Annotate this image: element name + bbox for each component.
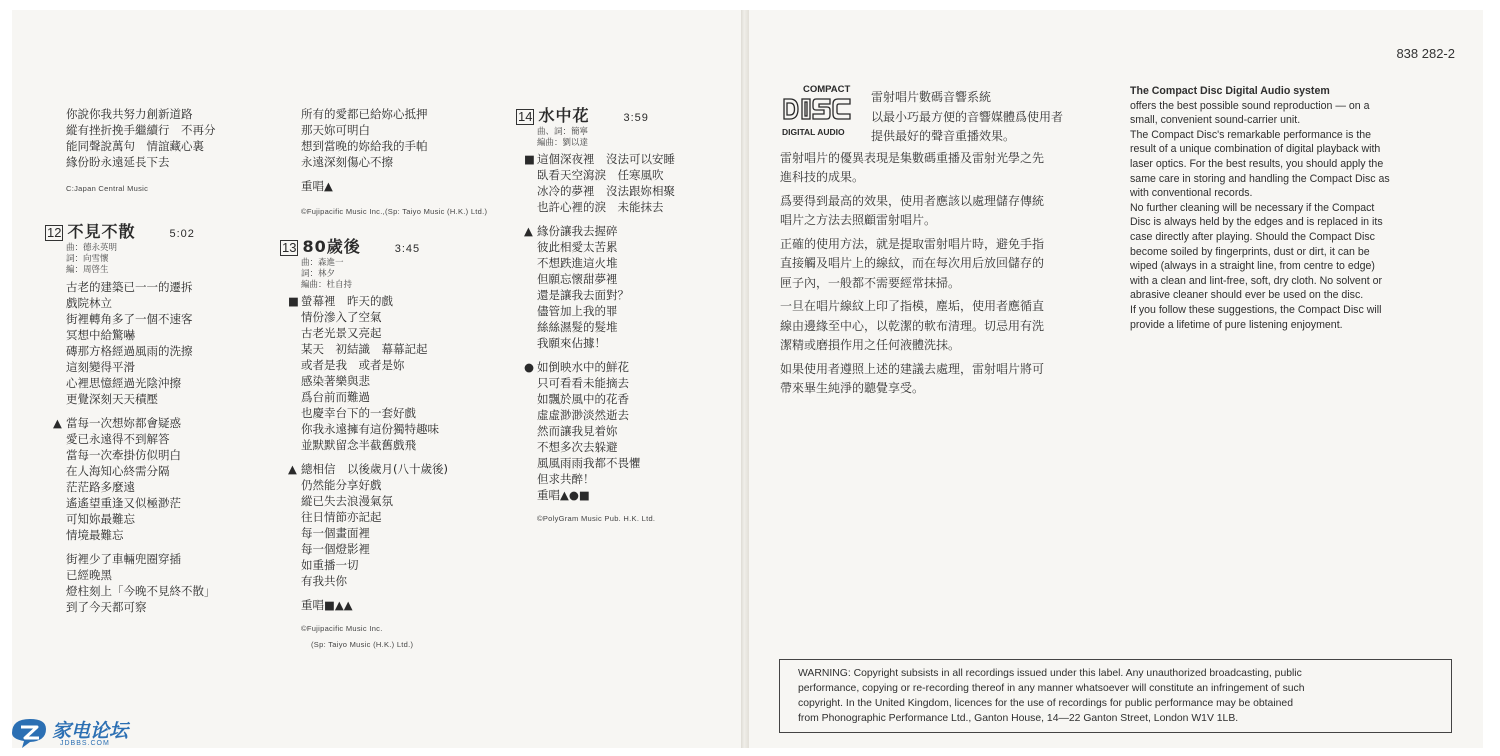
square-marker: ■: [288, 294, 299, 308]
en-line: result of a unique combination of digital playback with: [1130, 143, 1381, 156]
song-13-title: 80歲後: [302, 237, 361, 256]
lyric-line: 情境最難忘: [66, 528, 124, 542]
song-13-duration: 3:45: [394, 243, 421, 255]
verse-lines: [288, 461, 501, 589]
track-number-13: 13: [282, 240, 297, 255]
lyric-line: 街裡少了車輛兜圈穿插: [66, 552, 181, 566]
song-14-copyright: ©PolyGram Music Pub. H.K. Ltd.: [537, 514, 656, 523]
zh-paragraph-4: [780, 235, 1118, 294]
page-fold: [741, 10, 749, 748]
lyric-line: 能同聲說萬句 情誼藏心裏: [66, 139, 204, 153]
lyric-line: 總相信 以後歲月(八十歲後): [301, 462, 448, 476]
spacer: [66, 407, 266, 415]
zh-paragraph-1: [780, 108, 1118, 147]
lyric-line: 遙遙望重逢又似極渺茫: [66, 496, 181, 510]
zh-paragraph-2: [780, 149, 1118, 188]
lyric-line: 那天妳可明白: [301, 123, 370, 137]
en-title: The Compact Disc Digital Audio system: [1130, 85, 1330, 97]
forum-logo-icon: [8, 715, 52, 751]
lyric-line: 如重播一切: [301, 558, 359, 572]
lyric-line: 某天 初結識 幕幕記起: [301, 342, 428, 356]
copyright-warning-box: [779, 659, 1452, 733]
forum-watermark: [8, 713, 148, 753]
lyric-line: 彼此相愛太苦累: [537, 240, 618, 254]
en-line: offers the best possible sound reproduction — on a: [1130, 99, 1370, 112]
zh-line: 潔精或磨損作用之任何液體洗抹。: [780, 338, 961, 352]
lyric-line: 有我共你: [301, 574, 347, 588]
zh-paragraph-5: [780, 297, 1118, 356]
credit-line: 詞：向雪懷: [66, 254, 109, 264]
en-line: with a clean and lint-free, soft, dry cloth. No solvent or: [1130, 274, 1383, 287]
lyric-line: 然而讓我見着妳: [537, 424, 618, 438]
zh-line: 一旦在唱片線紋上印了指模，塵垢，使用者應循直: [780, 299, 1045, 313]
lyric-line: 戲院林立: [66, 296, 112, 310]
song-14-title: 水中花: [538, 106, 590, 125]
lyric-line: 緣份盼永遠延長下去: [66, 155, 170, 169]
intro-lines: [66, 106, 266, 170]
zh-line: 匣子內，一般都不需要經常抹掃。: [780, 275, 961, 290]
lyric-line: 也許心裡的淚 未能抹去: [537, 200, 664, 214]
lyrics-column-2: [282, 106, 501, 653]
credit-line: 詞：林夕: [301, 269, 336, 279]
zh-line: 雷射唱片的優異表現是集數碼重播及雷射光學之先: [780, 150, 1045, 165]
lyric-line: 到了今天都可察: [66, 600, 147, 614]
track-number-12: 12: [47, 225, 62, 240]
lyric-line: 每一個畫面裡: [301, 526, 370, 540]
zh-line: 直接觸及唱片上的線紋，而在每次用后放回儲存的: [780, 256, 1045, 270]
zh-line: 帶來畢生純淨的聽覺享受。: [780, 381, 925, 395]
lyric-line: 每一個燈影裡: [301, 542, 370, 556]
lyric-line: 不想跌進這火堆: [537, 256, 618, 270]
lyric-line: 你說你我共努力創新道路: [66, 107, 193, 121]
chinese-care-notes: [780, 88, 1118, 403]
song-13-heading: [280, 239, 501, 257]
lyric-line: 當每一次想妳都會疑惑: [66, 416, 181, 430]
lyric-line: 你我永遠擁有這份獨特趣味: [301, 422, 439, 436]
spacer: [537, 215, 727, 223]
lyric-line: 往日情節亦記起: [301, 510, 382, 524]
credit-line: 編曲：劉以達: [537, 138, 589, 148]
lyric-line: 可知妳最難忘: [66, 512, 135, 526]
zh-line: 提供最好的聲音重播效果。: [871, 129, 1016, 143]
song-12-credits: [66, 243, 266, 276]
en-line: same care in storing and handling the Compact Disc as: [1130, 172, 1390, 185]
en-line: The Compact Disc's remarkable performance is the: [1130, 128, 1372, 141]
logo-top-text: COMPACT: [803, 84, 851, 95]
lyric-line: 絲絲濕髮的髮堆: [537, 320, 618, 334]
lyric-line: 燈柱刻上「今晚不見終不散」: [66, 584, 216, 598]
warning-line: copyright. In the United Kingdom, licences for the use of recordings for public performance may be obtained: [798, 698, 1293, 709]
lyric-line: 這刻變得平滑: [66, 360, 135, 374]
warning-line: WARNING: Copyright subsists in all recordings issued under this label. Any unauthorized broadcasting, public: [798, 668, 1302, 679]
copyright-line: (Sp: Taiyo Music (H.K.) Ltd.): [311, 640, 414, 649]
lyric-line: 但願忘懷甜夢裡: [537, 272, 618, 286]
verse-lines: [524, 223, 727, 351]
lyric-line: 風風雨雨我都不畏懼: [537, 456, 641, 470]
song-14-verse-2: [524, 223, 727, 351]
song-13-verse-1: [288, 293, 501, 453]
lyric-line: 在人海知心終需分隔: [66, 464, 170, 478]
song-12-continued: [301, 106, 501, 170]
song-13-credits: [301, 258, 501, 291]
lyric-line: 街裡轉角多了一個不速客: [66, 312, 193, 326]
credit-line: 編曲：杜自持: [301, 280, 353, 290]
credit-line: 曲、詞：簡寧: [537, 127, 589, 137]
lyric-line: 冥想中給驚嚇: [66, 328, 135, 342]
credit-line: 編：周啓生: [66, 265, 109, 275]
verse-lines: [53, 415, 266, 543]
lyric-line: 臥看天空瀉淚 任寒風吹: [537, 168, 664, 182]
en-line: abrasive cleaner should ever be used on the disc.: [1130, 289, 1364, 302]
lyric-line: 我願來佔據！: [537, 336, 606, 350]
song-12-verse-3: [66, 551, 266, 615]
lyrics-column-3: [518, 106, 727, 527]
triangle-marker: ▲: [524, 224, 533, 238]
triangle-marker: ▲: [53, 416, 62, 430]
right-page-content: [749, 10, 1483, 748]
forum-domain: JDBBS.COM: [60, 740, 110, 747]
lyric-line: 想到當晚的妳給我的手帕: [301, 139, 428, 153]
lyric-line: 縱已失去浪漫氣氛: [301, 494, 393, 508]
lyric-line: 如飄於風中的花香: [537, 392, 629, 406]
lyric-line: 感染著樂與悲: [301, 374, 370, 388]
zh-heading: 雷射唱片數碼音響系統: [871, 90, 992, 104]
verse-lines: [524, 151, 727, 215]
intro-copyright: C:Japan Central Music: [66, 184, 149, 193]
verse-lines: [288, 293, 501, 453]
song-14-duration: 3:59: [623, 112, 649, 124]
lyrics-column-1: [47, 106, 266, 615]
en-line: become soiled by fingerprints, dust or dirt, it can be: [1130, 245, 1370, 258]
spacer: [66, 543, 266, 551]
zh-paragraph-3: [780, 192, 1118, 231]
en-line: If you follow these suggestions, the Compact Disc will: [1130, 303, 1382, 316]
lyric-line: 當每一次牽掛仿似明白: [66, 448, 181, 462]
lyric-line: 冰冷的夢裡 沒法跟妳相聚: [537, 184, 675, 198]
song-12-title: 不見不散: [67, 222, 136, 241]
lyric-line: 爲台前而難過: [301, 390, 370, 404]
zh-line: 線由邊緣至中心，以乾潔的軟布清理。切忌用有洗: [780, 318, 1045, 333]
en-line: No further cleaning will be necessary if the Compact: [1130, 201, 1375, 214]
en-line: with conventional records.: [1130, 187, 1253, 200]
catalog-number: 838 282-2: [1396, 46, 1455, 61]
lyric-line: 心裡思憶經過光陰沖擦: [66, 376, 181, 390]
en-line: wiped (always in a straight line, from centre to edge): [1130, 260, 1375, 273]
warning-line: from Phonographic Performance Ltd., Ganton House, 14—22 Ganton Street, London W1V 1LB.: [798, 713, 1239, 724]
english-care-notes: [1130, 84, 1460, 332]
en-line: small, convenient sound-carrier unit.: [1130, 114, 1301, 127]
zh-line: 正確的使用方法，就是提取雷射唱片時，避免手指: [780, 236, 1045, 251]
dot-marker: ●: [524, 360, 535, 374]
lyric-line: 並默默留念半截舊戲飛: [301, 438, 416, 452]
warning-line: performance, copying or re-recording thereof in any manner whatsoever will constitute an infringement of such: [798, 683, 1305, 694]
lyric-line: 這個深夜裡 沒法可以安睡: [537, 152, 675, 166]
zh-line: 如果使用者遵照上述的建議去處理，雷射唱片將可: [780, 361, 1045, 376]
lyric-line: 古老的建築已一一的遷拆: [66, 280, 193, 294]
lyric-line: 仍然能分享好戲: [301, 478, 382, 492]
verse-lines: [524, 359, 727, 487]
lyric-line: 虛虛渺渺淡然逝去: [537, 408, 629, 422]
song-12-repeat: 重唱▲: [301, 179, 333, 193]
triangle-marker: ▲: [288, 462, 297, 476]
song-12-verse-1: [66, 279, 266, 407]
lyric-line: 如倒映水中的鮮花: [537, 360, 629, 374]
en-body: [1130, 99, 1460, 333]
song-13-repeat: 重唱■▲▲: [301, 598, 353, 612]
song-13-copyright: [301, 621, 501, 653]
logo-bottom-text: DIGITAL AUDIO: [782, 127, 845, 137]
lyric-line: 縱有挫折挽手繼續行 不再分: [66, 123, 216, 137]
song-14-credits: [537, 127, 727, 149]
en-line: provide a lifetime of pure listening enjoyment.: [1130, 318, 1343, 331]
zh-line: 以最小巧最方便的音響媒體爲使用者: [871, 109, 1064, 124]
song-12-heading: [45, 224, 266, 242]
zh-line: 進科技的成果。: [780, 170, 865, 184]
song-14-repeat: 重唱▲●■: [537, 488, 590, 502]
song-14-heading: [516, 108, 727, 126]
song-14-verse-1: [524, 151, 727, 215]
credit-line: 曲：德永英明: [66, 243, 118, 253]
lyric-line: 但求共醉！: [537, 472, 595, 486]
copyright-line: ©Fujipacific Music Inc.: [301, 624, 383, 633]
track-number-14: 14: [518, 109, 533, 124]
spacer: [301, 453, 501, 461]
lyric-line: 愛已永遠得不到解答: [66, 432, 170, 446]
square-marker: ■: [524, 152, 535, 166]
zh-paragraph-6: [780, 360, 1118, 399]
lyric-line: 所有的愛都已給妳心抵押: [301, 107, 428, 121]
spacer: [537, 351, 727, 359]
zh-line: 唱片之方法去照顧雷射唱片。: [780, 213, 937, 227]
song-13-verse-2: [288, 461, 501, 589]
lyric-line: 還是讓我去面對？: [537, 288, 629, 302]
lyric-line: 儘管加上我的罪: [537, 304, 618, 318]
lyric-line: 磚那方格經過風雨的洗擦: [66, 344, 193, 358]
lyric-line: 情份滲入了空氣: [301, 310, 382, 324]
en-line: case directly after playing. Should the Compact Disc: [1130, 230, 1375, 243]
forum-name: 家电论坛: [52, 720, 129, 742]
lyric-line: 只可看看未能摘去: [537, 376, 629, 390]
en-line: laser optics. For the best results, you should apply the: [1130, 157, 1384, 170]
lyric-line: 或者是我 或者是妳: [301, 358, 405, 372]
song-12-duration: 5:02: [169, 228, 195, 240]
song-14-verse-3: [524, 359, 727, 487]
credit-line: 曲：森進一: [301, 258, 344, 268]
lyric-line: 緣份讓我去握碎: [537, 224, 618, 238]
lyric-line: 更覺深刻天天積壓: [66, 392, 158, 406]
zh-line: 爲要得到最高的效果，使用者應該以處理儲存傳統: [780, 193, 1045, 208]
lyric-line: 不想多次去躲避: [537, 440, 618, 454]
song-12-verse-2: [53, 415, 266, 543]
lyric-line: 茫茫路多麼遠: [66, 480, 135, 494]
en-line: Disc is always held by the edges and is replaced in its: [1130, 216, 1383, 229]
song-12-copyright: ©Fujipacific Music Inc.,(Sp: Taiyo Music (H.K.) Ltd.): [301, 207, 488, 216]
lyric-line: 螢幕裡 昨天的戲: [301, 294, 393, 308]
lyric-line: 也慶幸台下的一套好戲: [301, 406, 416, 420]
lyric-line: 古老光景又亮起: [301, 326, 382, 340]
lyric-line: 已經晚黑: [66, 568, 112, 582]
lyric-line: 永遠深刻傷心不擦: [301, 155, 393, 169]
